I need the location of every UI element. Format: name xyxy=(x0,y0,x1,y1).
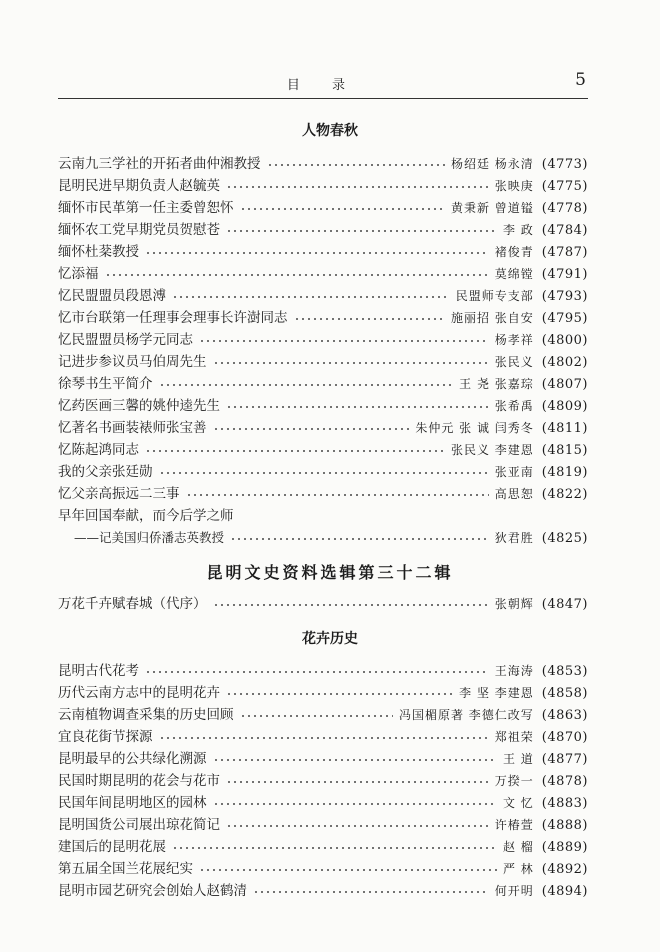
entry-page: (4775) xyxy=(541,179,588,194)
entry-title: 忆著名书画装裱师张宝善 xyxy=(58,420,207,436)
entry-subtitle: ——记美国归侨潘志英教授 xyxy=(74,530,225,545)
entry-title: 昆明民进早期负责人赵毓英 xyxy=(58,178,220,194)
toc-entry xyxy=(58,238,588,260)
entry-author: 莫绵镗 xyxy=(494,267,534,281)
entry-title: 民国年间昆明地区的园林 xyxy=(58,795,207,811)
entry-author: 狄君胜 xyxy=(494,531,534,545)
entry-title: 建国后的昆明花展 xyxy=(58,839,166,855)
dot-leader xyxy=(226,692,453,696)
entry-page: (4889) xyxy=(541,840,588,855)
dot-leader xyxy=(267,163,445,167)
entry-title: 记进步参议员马伯周先生 xyxy=(58,354,207,370)
dot-leader xyxy=(226,185,489,189)
dot-leader xyxy=(159,383,454,387)
entry-author: 何开明 xyxy=(494,884,534,898)
toc-entry xyxy=(58,370,588,392)
entry-page: (4888) xyxy=(541,818,588,833)
entry-author: 文 忆 xyxy=(502,796,534,810)
entry-author: 郑祖荣 xyxy=(494,730,534,744)
running-header-title: 目 录 xyxy=(286,78,360,93)
toc-entry xyxy=(58,679,588,701)
entry-page: (4773) xyxy=(541,157,588,172)
entry-page: (4853) xyxy=(541,664,588,679)
entry-title: 缅怀市民革第一任主委曾恕怀 xyxy=(58,200,234,216)
entry-title: 昆明最早的公共绿化溯源 xyxy=(58,751,207,767)
entry-title: 昆明市园艺研究会创始人赵鹤清 xyxy=(58,883,247,899)
entry-page: (4819) xyxy=(541,465,588,480)
dot-leader xyxy=(172,846,497,850)
entry-author: 赵 榴 xyxy=(502,840,534,854)
entry-page: (4894) xyxy=(541,884,588,899)
toc-entry xyxy=(58,723,588,745)
dot-leader xyxy=(159,736,489,740)
entry-page: (4892) xyxy=(541,862,588,877)
dot-leader xyxy=(226,824,489,828)
entry-title: 徐琴书生平简介 xyxy=(58,376,153,392)
entry-page: (4870) xyxy=(541,730,588,745)
entry-title: 忆药医画三馨的姚仲逵先生 xyxy=(58,398,220,414)
toc-entry xyxy=(58,833,588,855)
entry-author: 李 政 xyxy=(502,223,534,237)
entry-title: 云南植物调查采集的历史回顾 xyxy=(58,707,234,723)
entry-title: 缅怀杜棻教授 xyxy=(58,244,139,260)
toc-entry xyxy=(58,216,588,238)
entry-title: 忆陈起鸿同志 xyxy=(58,442,139,458)
section-title-renwu-chunqiu: 人物春秋 xyxy=(302,123,358,139)
entry-title: 昆明国货公司展出琼花简记 xyxy=(58,817,220,833)
entry-author: 张民义 xyxy=(494,355,534,369)
entry-author: 朱仲元 张 诚 闫秀冬 xyxy=(415,421,534,435)
entry-page: (4778) xyxy=(541,201,588,216)
dot-leader xyxy=(145,449,445,453)
toc-entry xyxy=(58,855,588,877)
toc-entry-title-line xyxy=(58,502,588,524)
toc-entry xyxy=(58,789,588,811)
entry-author: 张民义 李建恩 xyxy=(450,443,534,457)
entry-title: 万花千卉赋春城（代序） xyxy=(58,596,207,612)
dot-leader xyxy=(240,714,393,718)
toc-entry xyxy=(58,414,588,436)
entry-author: 黄秉新 曾道镒 xyxy=(450,201,534,215)
dot-leader xyxy=(105,273,489,277)
dot-leader xyxy=(294,317,445,321)
dot-leader xyxy=(213,758,497,762)
entry-author: 张希禹 xyxy=(494,399,534,413)
entry-author: 杨绍廷 杨永清 xyxy=(450,157,534,171)
toc-entry xyxy=(58,392,588,414)
entry-author: 李 坚 李建恩 xyxy=(459,686,534,700)
dot-leader xyxy=(253,890,489,894)
entry-page: (4800) xyxy=(541,333,588,348)
entry-page: (4795) xyxy=(541,311,588,326)
section-title-wenshi-ziliao: 昆明文史资料选辑第三十二辑 xyxy=(206,563,454,582)
entry-title: 忆市台联第一任理事会理事长许澍同志 xyxy=(58,310,288,326)
entry-page: (4811) xyxy=(541,421,588,436)
toc-entry xyxy=(58,348,588,370)
entry-author: 张朝辉 xyxy=(494,597,534,611)
entry-title: 宜良花街节探源 xyxy=(58,729,153,745)
entry-title: 昆明古代花考 xyxy=(58,663,139,679)
toc-entry xyxy=(58,260,588,282)
entry-author: 张亚南 xyxy=(494,465,534,479)
dot-leader xyxy=(159,471,489,475)
dot-leader xyxy=(172,295,450,299)
entry-page: (4815) xyxy=(541,443,588,458)
entry-page: (4825) xyxy=(541,531,588,546)
toc-entry xyxy=(58,194,588,216)
entry-page: (4858) xyxy=(541,686,588,701)
entry-author: 褚俊青 xyxy=(494,245,534,259)
dot-leader xyxy=(213,603,489,607)
entry-title: 民国时期昆明的花会与花市 xyxy=(58,773,220,789)
toc-entry xyxy=(58,326,588,348)
entry-author: 万揆一 xyxy=(494,774,534,788)
entry-page: (4883) xyxy=(541,796,588,811)
toc-entry xyxy=(58,458,588,480)
dot-leader xyxy=(199,868,497,872)
toc-entry xyxy=(58,745,588,767)
entry-title: 忆添福 xyxy=(58,266,99,282)
entry-author: 许椿萱 xyxy=(494,818,534,832)
entry-author: 冯国楣原著 李德仁改写 xyxy=(398,708,534,722)
toc-entry xyxy=(58,524,588,546)
entry-title: 历代云南方志中的昆明花卉 xyxy=(58,685,220,701)
entry-title: 云南九三学社的开拓者曲仲湘教授 xyxy=(58,156,261,172)
toc-entry xyxy=(58,657,588,679)
entry-title: 缅怀农工党早期党员贺慰苍 xyxy=(58,222,220,238)
toc-entry xyxy=(58,701,588,723)
dot-leader xyxy=(230,537,489,541)
entry-page: (4787) xyxy=(541,245,588,260)
entry-page: (4822) xyxy=(541,487,588,502)
dot-leader xyxy=(213,361,489,365)
toc-entry xyxy=(58,767,588,789)
dot-leader xyxy=(213,427,410,431)
dot-leader xyxy=(240,207,445,211)
entry-page: (4802) xyxy=(541,355,588,370)
dot-leader xyxy=(226,780,489,784)
dot-leader xyxy=(226,229,497,233)
dot-leader xyxy=(199,339,489,343)
page-number: 5 xyxy=(575,70,586,90)
toc-entry xyxy=(58,590,588,612)
dot-leader xyxy=(213,802,497,806)
toc-entry xyxy=(58,150,588,172)
toc-entry xyxy=(58,480,588,502)
entry-page: (4878) xyxy=(541,774,588,789)
toc-entry xyxy=(58,877,588,899)
entry-author: 杨孝祥 xyxy=(494,333,534,347)
dot-leader xyxy=(226,405,489,409)
entry-author: 严 林 xyxy=(502,862,534,876)
entry-page: (4847) xyxy=(541,597,588,612)
toc-entry xyxy=(58,304,588,326)
entry-author: 王海涛 xyxy=(494,664,534,678)
entry-title: 第五届全国兰花展纪实 xyxy=(58,861,193,877)
entry-page: (4791) xyxy=(541,267,588,282)
entry-author: 张映庚 xyxy=(494,179,534,193)
entry-author: 王 尧 张嘉琮 xyxy=(459,377,534,391)
toc-entry xyxy=(58,282,588,304)
toc-entry xyxy=(58,172,588,194)
entry-page: (4793) xyxy=(541,289,588,304)
dot-leader xyxy=(145,670,489,674)
entry-title: 忆民盟盟员杨学元同志 xyxy=(58,332,193,348)
entry-author: 民盟师专支部 xyxy=(455,289,534,303)
dot-leader xyxy=(145,251,489,255)
section-title-huahui-lishi: 花卉历史 xyxy=(302,631,358,647)
dot-leader xyxy=(186,493,489,497)
entry-title: 忆民盟盟员段恩溥 xyxy=(58,288,166,304)
toc-entry xyxy=(58,811,588,833)
entry-page: (4863) xyxy=(541,708,588,723)
entry-page: (4809) xyxy=(541,399,588,414)
entry-author: 王 道 xyxy=(502,752,534,766)
entry-title: 忆父亲高振远二三事 xyxy=(58,486,180,502)
page-header xyxy=(58,64,588,99)
entry-page: (4784) xyxy=(541,223,588,238)
entry-title: 我的父亲张廷勋 xyxy=(58,464,153,480)
entry-author: 高思恕 xyxy=(494,487,534,501)
entry-page: (4807) xyxy=(541,377,588,392)
entry-title: 早年回国奉献，而今后学之师 xyxy=(58,508,234,524)
entry-page: (4877) xyxy=(541,752,588,767)
entry-author: 施丽招 张自安 xyxy=(450,311,534,325)
toc-entry xyxy=(58,436,588,458)
